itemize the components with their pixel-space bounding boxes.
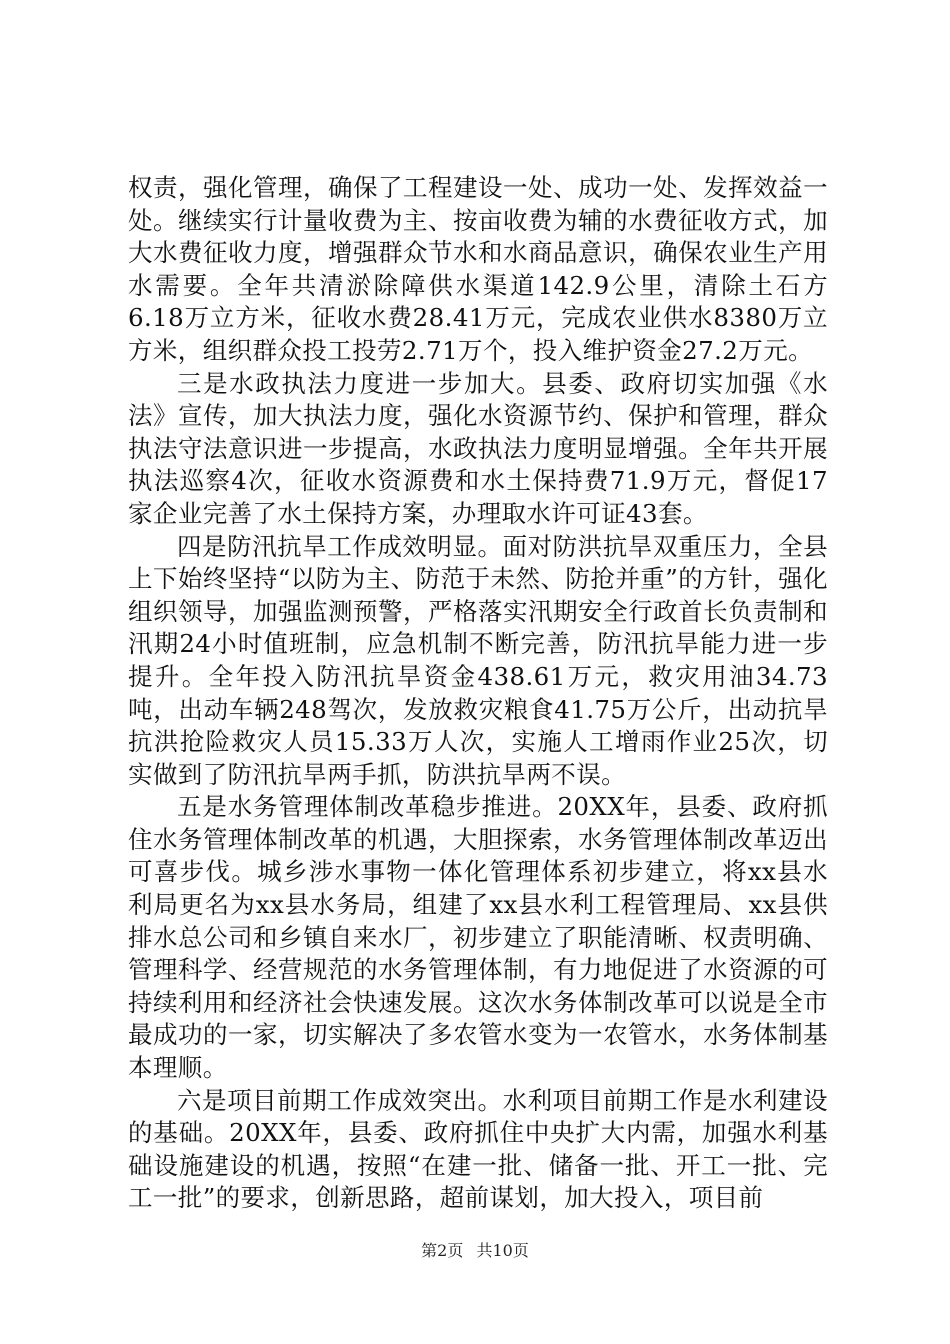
- paragraph-continuation: 权责，强化管理，确保了工程建设一处、成功一处、发挥效益一处。继续实行计量收费为主、按亩收费为辅的水费征收方式，加大水费征收力度，增强群众节水和水商品意识，确保农业生产用水需要。全年共清淤除障供水渠道142.9公里，清除土石方6.18万立方米，征收水费28.41万元，完成农业供水8380万立方米，组织群众投工投劳2.71万个，投入维护资金27.2万元。: [128, 173, 828, 365]
- page-footer: [0, 1238, 950, 1261]
- document-body: [128, 172, 828, 1215]
- paragraph-water-management-reform: 五是水务管理体制改革稳步推进。20XX年，县委、政府抓住水务管理体制改革的机遇，大胆探索，水务管理体制改革迈出可喜步伐。城乡涉水事物一体化管理体系初步建立，将xx县水利局更名为xx县水务局，组建了xx县水利工程管理局、xx县供排水总公司和乡镇自来水厂，初步建立了职能清晰、权责明确、管理科学、经营规范的水务管理体制，有力地促进了水资源的可持续利用和经济社会快速发展。这次水务体制改革可以说是全市最成功的一家，切实解决了多农管水变为一农管水，水务体制基本理顺。: [128, 792, 828, 1083]
- page-number: 第2页: [421, 1241, 464, 1260]
- paragraph-flood-drought-control: 四是防汛抗旱工作成效明显。面对防洪抗旱双重压力，全县上下始终坚持“以防为主、防范于未然、防抢并重”的方针，强化组织领导，加强监测预警，严格落实汛期安全行政首长负责制和汛期24小时值班制，应急机制不断完善，防汛抗旱能力进一步提升。全年投入防汛抗旱资金438.61万元，救灾用油34.73吨，出动车辆248驾次，发放救灾粮食41.75万公斤，出动抗旱抗洪抢险救灾人员15.33万人次，实施人工增雨作业25次，切实做到了防汛抗旱两手抓，防洪抗旱两不误。: [128, 531, 828, 789]
- page-total: 共10页: [476, 1241, 529, 1260]
- paragraph-water-law-enforcement: 三是水政执法力度进一步加大。县委、政府切实加强《水法》宣传，加大执法力度，强化水资源节约、保护和管理，群众执法守法意识进一步提高，水政执法力度明显增强。全年共开展执法巡察4次，征收水资源费和水土保持费71.9万元，督促17家企业完善了水土保持方案，办理取水许可证43套。: [128, 368, 828, 528]
- paragraph-project-preliminary-work: 六是项目前期工作成效突出。水利项目前期工作是水利建设的基础。20XX年，县委、政府抓住中央扩大内需，加强水利基础设施建设的机遇，按照“在建一批、储备一批、开工一批、完工一批”的要求，创新思路，超前谋划，加大投入，项目前: [128, 1085, 828, 1213]
